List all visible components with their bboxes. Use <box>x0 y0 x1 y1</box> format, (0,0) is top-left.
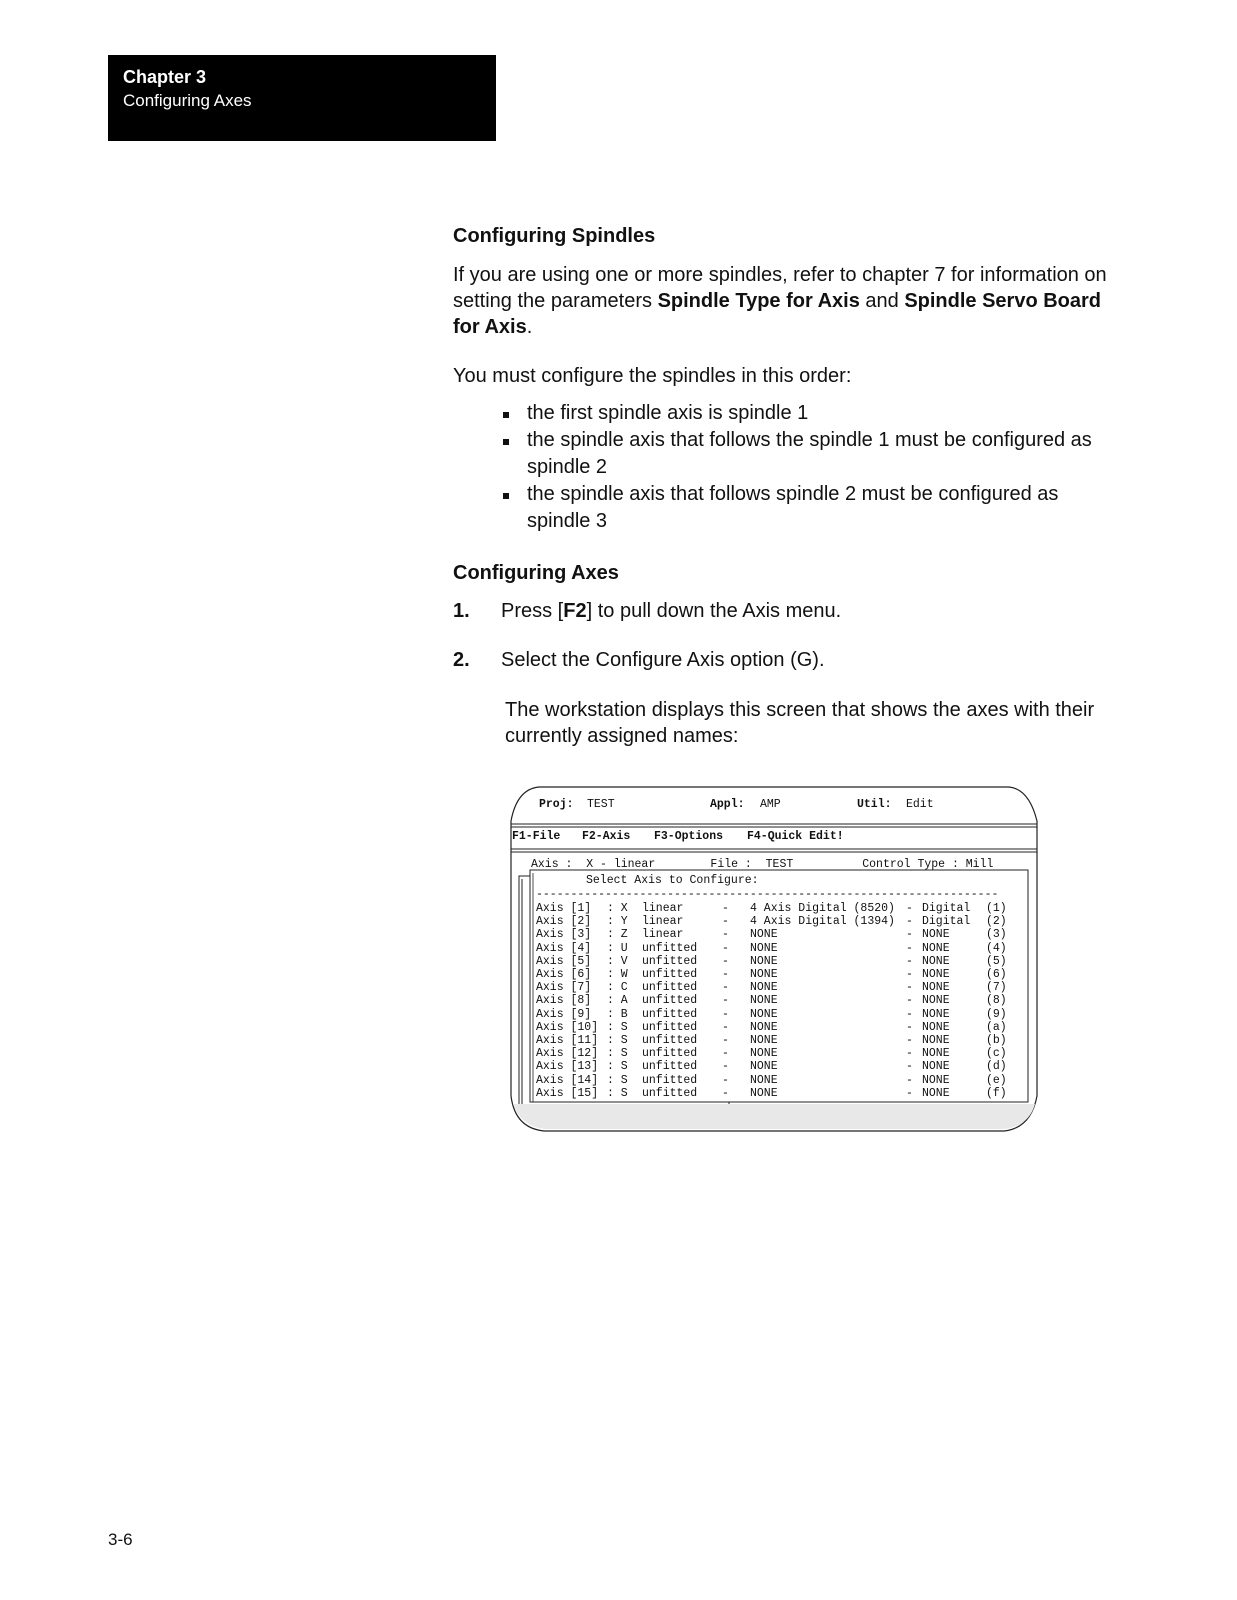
axis-name: : U <box>607 941 628 955</box>
select-key: (2) <box>986 915 1007 929</box>
axis-kind: NONE <box>922 1020 950 1034</box>
axis-label: Axis [9] <box>536 1007 592 1021</box>
axis-row[interactable] <box>509 1060 1039 1074</box>
separator-dash: - <box>906 915 913 929</box>
servo-board: NONE <box>750 981 778 995</box>
select-key: (c) <box>986 1047 1007 1061</box>
axis-row[interactable] <box>509 942 1039 956</box>
axis-label: Axis [10] <box>536 1020 599 1034</box>
step-text-part: ] to pull down the Axis menu. <box>586 600 842 622</box>
axis-row[interactable] <box>509 1047 1039 1061</box>
select-key: (b) <box>986 1034 1007 1047</box>
axis-row[interactable] <box>509 1087 1039 1101</box>
axis-kind: NONE <box>922 941 950 955</box>
axis-kind: Digital <box>922 915 971 929</box>
separator-dash: - <box>906 1007 913 1021</box>
axis-label: Axis [3] <box>536 928 592 942</box>
workstation-screen <box>509 786 1039 1136</box>
separator-dash: - <box>906 994 913 1008</box>
separator-clip <box>536 888 1024 900</box>
separator-dash: - <box>906 1086 913 1100</box>
list-item-text: the spindle axis that follows the spindle 1 must be configured as spindle 2 <box>527 429 1092 478</box>
axis-row[interactable] <box>509 981 1039 995</box>
separator-dash: - <box>722 981 729 995</box>
bullet-icon <box>503 412 509 418</box>
axis-kind: NONE <box>922 968 950 981</box>
axis-name: : S <box>607 1034 628 1047</box>
separator-dash: - <box>906 1020 913 1034</box>
axis-type: unfitted <box>642 1047 698 1061</box>
axis-type: linear <box>642 915 684 929</box>
axis-type: linear <box>642 928 684 942</box>
axis-type: unfitted <box>642 941 698 955</box>
axis-type: unfitted <box>642 968 698 981</box>
axis-type: unfitted <box>642 954 698 968</box>
select-key: (6) <box>986 968 1007 981</box>
servo-board: NONE <box>750 1047 778 1061</box>
axis-type: unfitted <box>642 981 698 995</box>
axis-label: Axis [13] <box>536 1060 599 1074</box>
select-key: (d) <box>986 1060 1007 1074</box>
axis-kind: Digital <box>922 902 971 915</box>
axis-type: linear <box>642 902 684 915</box>
axis-row[interactable] <box>509 928 1039 942</box>
axis-label: Axis [8] <box>536 994 592 1008</box>
axis-type: unfitted <box>642 1073 698 1087</box>
select-key: (4) <box>986 941 1007 955</box>
step-text: Select the Configure Axis option (G). <box>501 649 825 671</box>
para-text: and <box>859 290 905 312</box>
list-item-text: the first spindle axis is spindle 1 <box>527 402 809 424</box>
page-number: 3-6 <box>108 1530 133 1549</box>
servo-board: NONE <box>750 941 778 955</box>
servo-board: NONE <box>750 1086 778 1100</box>
axis-row[interactable] <box>509 994 1039 1008</box>
step-number: 2. <box>453 649 470 671</box>
step-number: 1. <box>453 600 470 622</box>
separator-dash: - <box>906 1073 913 1087</box>
separator-dash: - <box>906 928 913 942</box>
axis-type: unfitted <box>642 1086 698 1100</box>
servo-board: 4 Axis Digital (8520) <box>750 902 895 915</box>
appl-label: Appl: <box>710 798 745 811</box>
axis-name: : C <box>607 981 628 995</box>
separator-dash: - <box>722 1020 729 1034</box>
select-key: (3) <box>986 928 1007 942</box>
axis-kind: NONE <box>922 1086 950 1100</box>
servo-board: NONE <box>750 968 778 981</box>
axis-type: unfitted <box>642 1020 698 1034</box>
servo-board: NONE <box>750 1007 778 1021</box>
spindles-paragraph <box>453 262 1133 340</box>
list-item <box>503 400 1117 427</box>
list-item-text: the spindle axis that follows spindle 2 must be configured as spindle 3 <box>527 483 1059 532</box>
menu-file[interactable]: F1-File <box>512 830 561 843</box>
servo-board: NONE <box>750 954 778 968</box>
axis-type: unfitted <box>642 1007 698 1021</box>
list-item <box>503 427 1117 481</box>
list-item <box>503 481 1117 535</box>
select-key: (5) <box>986 954 1007 968</box>
separator-dash: - <box>722 928 729 942</box>
axis-row[interactable] <box>509 968 1039 982</box>
util-label: Util: <box>857 798 892 811</box>
bullet-icon <box>503 439 509 445</box>
axis-label: Axis [5] <box>536 954 592 968</box>
axis-name: : W <box>607 968 628 981</box>
axis-name: : S <box>607 1073 628 1087</box>
axis-label: Axis [14] <box>536 1073 599 1087</box>
menu-quick-edit[interactable]: F4-Quick Edit! <box>747 830 844 843</box>
axis-label: Axis [11] <box>536 1034 599 1047</box>
select-key: (e) <box>986 1073 1007 1087</box>
proj-value: TEST <box>587 798 615 811</box>
axis-label: Axis [6] <box>536 968 592 981</box>
axis-name: : S <box>607 1086 628 1100</box>
servo-board: NONE <box>750 994 778 1008</box>
axis-kind: NONE <box>922 954 950 968</box>
chapter-tab <box>108 55 496 141</box>
servo-board: 4 Axis Digital (1394) <box>750 915 895 929</box>
axis-row[interactable] <box>509 1034 1039 1048</box>
axis-list <box>509 902 1039 1112</box>
select-key: (a) <box>986 1020 1007 1034</box>
axis-row[interactable] <box>509 902 1039 916</box>
appl-value: AMP <box>760 798 781 811</box>
bullet-icon <box>503 493 509 499</box>
separator-dash: - <box>906 981 913 995</box>
select-key: (7) <box>986 981 1007 995</box>
separator-dash: - <box>722 968 729 981</box>
select-key: (f) <box>986 1086 1007 1100</box>
axis-kind: NONE <box>922 994 950 1008</box>
chapter-number: Chapter 3 <box>123 67 207 87</box>
axis-kind: NONE <box>922 1007 950 1021</box>
step-text <box>501 600 841 623</box>
para-text: . <box>526 316 533 338</box>
axis-type: unfitted <box>642 1060 698 1074</box>
axis-name: : X <box>607 902 628 915</box>
separator-dash: - <box>906 902 913 915</box>
separator-dash: - <box>906 1034 913 1047</box>
axis-kind: NONE <box>922 981 950 995</box>
separator-dash: - <box>722 1047 729 1061</box>
separator-dash: - <box>722 902 729 915</box>
separator-dash: - <box>722 941 729 955</box>
servo-board: NONE <box>750 1073 778 1087</box>
menu-options[interactable]: F3-Options <box>654 830 724 843</box>
separator-dash: - <box>722 994 729 1008</box>
util-value: Edit <box>906 798 934 811</box>
axis-label: Axis [4] <box>536 941 592 955</box>
axis-row[interactable] <box>509 1021 1039 1035</box>
spindle-order-list <box>503 400 1117 535</box>
axis-type: unfitted <box>642 994 698 1008</box>
separator-dash: - <box>906 968 913 981</box>
axis-name: : A <box>607 994 628 1008</box>
popup-separator: ------------------------------------------------------------------- <box>536 888 999 900</box>
order-intro: You must configure the spindles in this order: <box>453 365 852 387</box>
separator-dash: - <box>906 954 913 968</box>
axis-name: : Z <box>607 928 628 942</box>
axis-label: Axis [7] <box>536 981 592 995</box>
axis-label: Axis [15] <box>536 1086 599 1100</box>
axis-kind: NONE <box>922 1047 950 1061</box>
select-key: (9) <box>986 1007 1007 1021</box>
result-paragraph: The workstation displays this screen that shows the axes with their currently assigned names: <box>505 699 1095 747</box>
status-line-clip <box>531 858 1001 870</box>
axis-kind: NONE <box>922 928 950 942</box>
servo-board: NONE <box>750 1034 778 1047</box>
axis-name: : B <box>607 1007 628 1021</box>
step-text-part: Press [ <box>501 600 564 622</box>
separator-dash: - <box>906 941 913 955</box>
separator-dash: - <box>722 1060 729 1074</box>
separator-dash: - <box>722 915 729 929</box>
proj-label: Proj: <box>539 798 574 811</box>
axis-name: : S <box>607 1060 628 1074</box>
param-spindle-servo-board: Spindle Servo Board for Axis <box>453 290 1102 338</box>
popup-title: Select Axis to Configure: <box>586 874 759 887</box>
separator-dash: - <box>722 1007 729 1021</box>
separator-dash: - <box>722 1073 729 1087</box>
axis-name: : V <box>607 954 628 968</box>
axis-row[interactable] <box>509 1008 1039 1022</box>
separator-dash: - <box>906 1047 913 1061</box>
separator-dash: - <box>722 954 729 968</box>
axis-name: : Y <box>607 915 628 929</box>
axis-label: Axis [2] <box>536 915 592 929</box>
axis-name: : S <box>607 1047 628 1061</box>
axis-kind: NONE <box>922 1034 950 1047</box>
axis-type: unfitted <box>642 1034 698 1047</box>
servo-board: NONE <box>750 928 778 942</box>
select-key: (8) <box>986 994 1007 1008</box>
servo-board: NONE <box>750 1060 778 1074</box>
axis-label: Axis [12] <box>536 1047 599 1061</box>
separator-dash: - <box>722 1086 729 1100</box>
axis-row[interactable] <box>509 1074 1039 1088</box>
chapter-title: Configuring Axes <box>123 91 252 110</box>
separator-dash: - <box>906 1060 913 1074</box>
section-heading-axes: Configuring Axes <box>453 562 619 584</box>
axis-row[interactable] <box>509 915 1039 929</box>
axis-name: : S <box>607 1020 628 1034</box>
axis-kind: NONE <box>922 1073 950 1087</box>
servo-board: NONE <box>750 1020 778 1034</box>
key-f2: F2 <box>563 600 587 622</box>
section-heading-spindles: Configuring Spindles <box>453 225 656 247</box>
para-text: If you are using one or more spindles, refer to chapter 7 for information on setting the parameters <box>453 264 1107 312</box>
menu-axis[interactable]: F2-Axis <box>582 830 631 843</box>
select-key: (1) <box>986 902 1007 915</box>
axis-row[interactable] <box>509 955 1039 969</box>
separator-dash: - <box>722 1034 729 1047</box>
axis-label: Axis [1] <box>536 902 592 915</box>
status-line: Axis : X - linear File : TEST Control Type : Mill <box>531 858 994 870</box>
param-spindle-type: Spindle Type for Axis <box>657 290 860 312</box>
axis-kind: NONE <box>922 1060 950 1074</box>
